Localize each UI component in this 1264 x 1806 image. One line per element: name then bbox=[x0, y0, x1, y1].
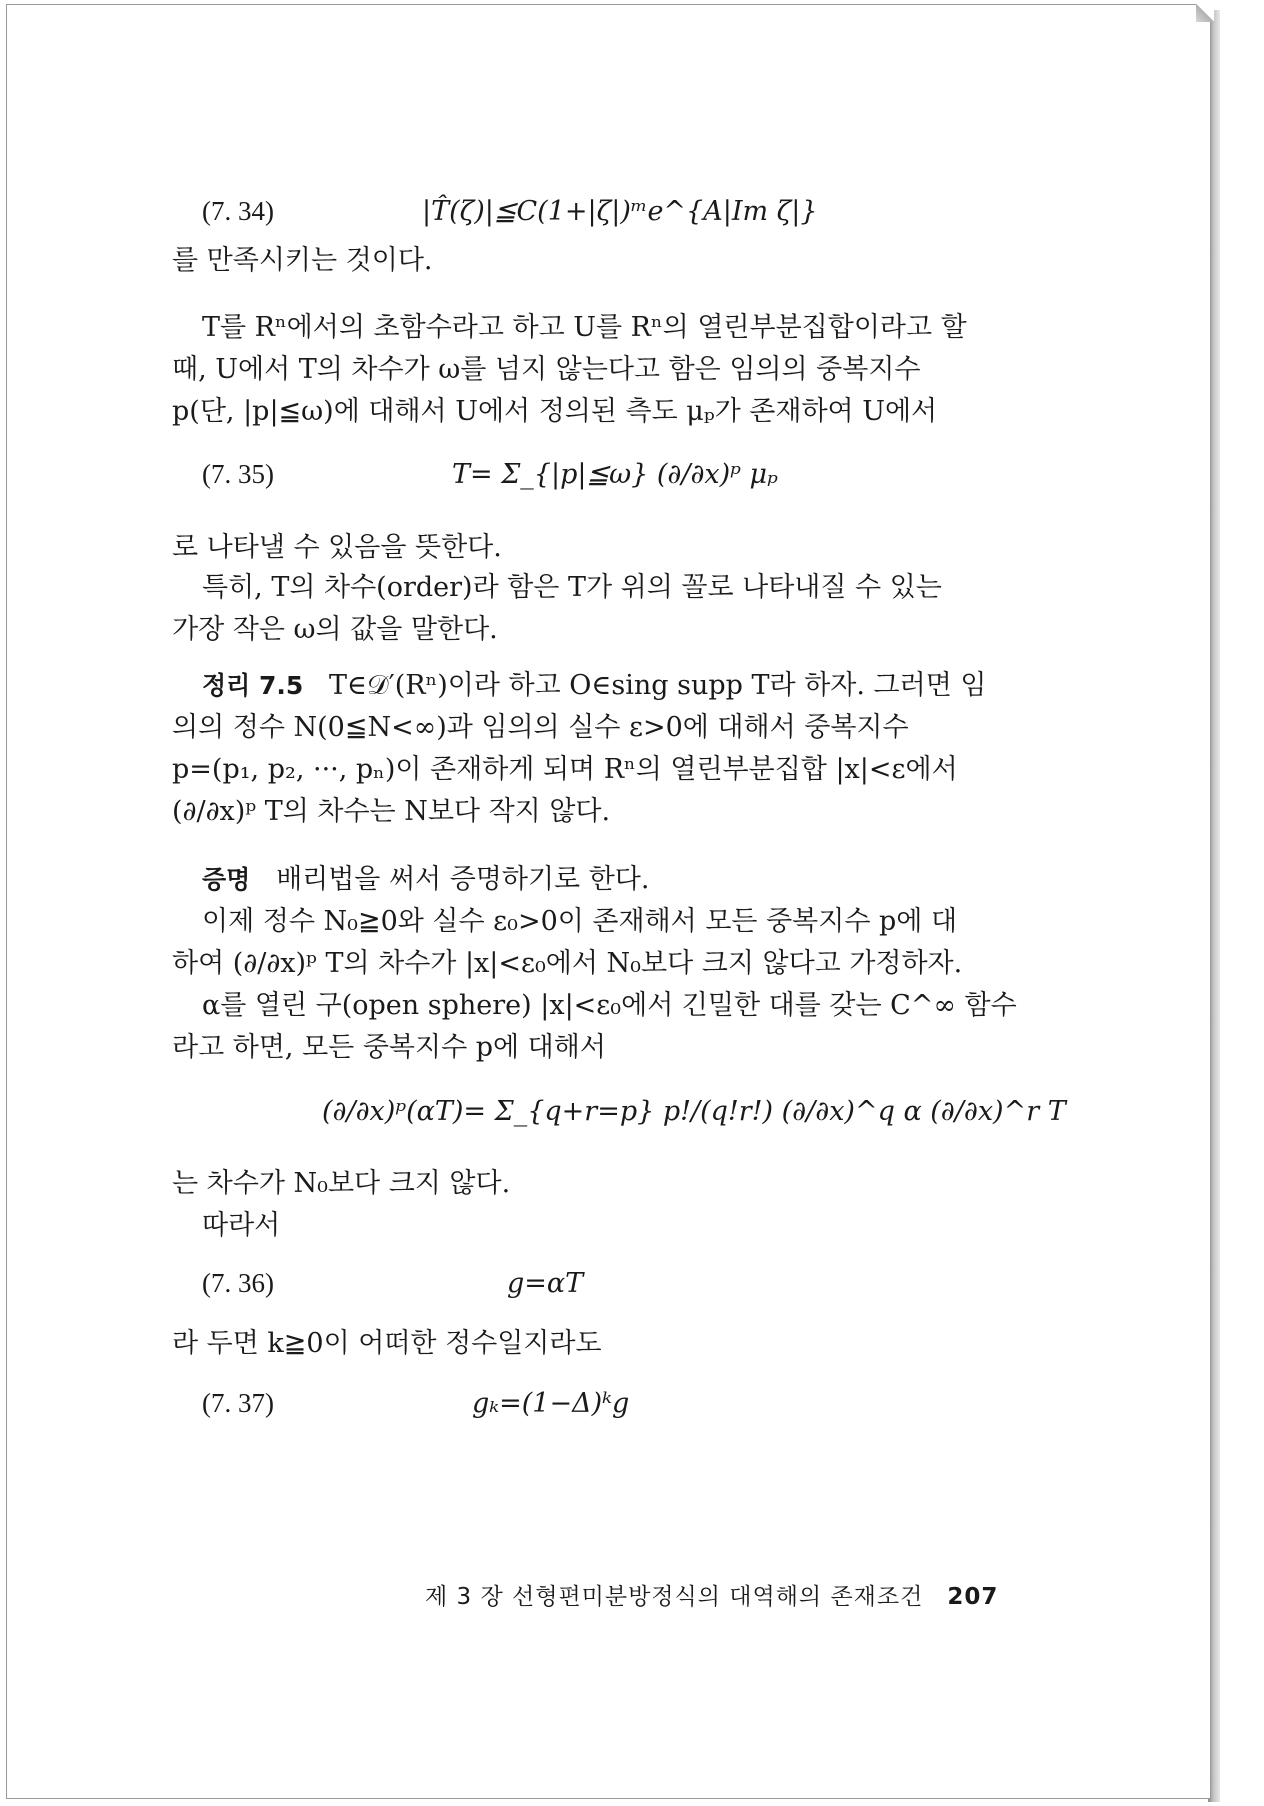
text-line: 이제 정수 N₀≧0와 실수 ε₀>0이 존재해서 모든 중복지수 p에 대 bbox=[202, 906, 958, 937]
text-line: α를 열린 구(open sphere) |x|<ε₀에서 긴밀한 대를 갖는 C^∞ 함수 bbox=[202, 990, 1017, 1021]
text-line: p=(p₁, p₂, ···, pₙ)이 존재하게 되며 Rⁿ의 열린부분집합 |x|<ε에서 bbox=[172, 754, 958, 785]
text-line: T를 Rⁿ에서의 초함수라고 하고 U를 Rⁿ의 열린부분집합이라고 할 bbox=[202, 312, 967, 343]
equation-body: gₖ=(1−Δ)ᵏg bbox=[472, 1388, 630, 1419]
text-line: 는 차수가 N₀보다 크지 않다. bbox=[172, 1168, 511, 1199]
equation-body: |T̂(ζ)|≦C(1+|ζ|)ᵐe^{A|Im ζ|} bbox=[422, 196, 818, 227]
text-line: 가장 작은 ω의 값을 말한다. bbox=[172, 614, 498, 645]
theorem-7-5 bbox=[172, 664, 986, 707]
text-line: 따라서 bbox=[202, 1210, 281, 1241]
page-corner bbox=[1196, 4, 1214, 22]
theorem-label: 정리 7.5 bbox=[202, 671, 304, 700]
equation-number: (7. 35) bbox=[202, 459, 274, 489]
text-line: T∈𝒟′(Rⁿ)이라 하고 O∈sing supp T라 하자. 그러면 임 bbox=[329, 670, 987, 701]
text-line: 배리법을 써서 증명하기로 한다. bbox=[276, 864, 650, 895]
text-line: 로 나타낼 수 있음을 뜻한다. bbox=[172, 532, 502, 563]
equation-body: g=αT bbox=[507, 1268, 584, 1299]
proof-label: 증명 bbox=[202, 865, 251, 894]
equation-number: (7. 34) bbox=[202, 196, 274, 226]
text-line: 하여 (∂/∂x)ᵖ T의 차수가 |x|<ε₀에서 N₀보다 크지 않다고 가정하자. bbox=[172, 948, 963, 979]
equation-body: T= Σ_{|p|≦ω} (∂/∂x)ᵖ μₚ bbox=[452, 459, 778, 490]
text-line: (∂/∂x)ᵖ T의 차수는 N보다 작지 않다. bbox=[172, 796, 611, 827]
chapter-title: 제 3 장 선형편미분방정식의 대역해의 존재조건 bbox=[425, 1584, 924, 1610]
page-footer bbox=[425, 1578, 998, 1611]
equation-body: (∂/∂x)ᵖ(αT)= Σ_{q+r=p} p!/(q!r!) (∂/∂x)^q α (∂/∂x)^r T bbox=[322, 1096, 1066, 1127]
text-line: 라고 하면, 모든 중복지수 p에 대해서 bbox=[172, 1032, 606, 1063]
proof bbox=[172, 858, 649, 901]
text-line: 특히, T의 차수(order)라 함은 T가 위의 꼴로 나타내질 수 있는 bbox=[202, 572, 942, 603]
text-line: 때, U에서 T의 차수가 ω를 넘지 않는다고 함은 임의의 중복지수 bbox=[172, 354, 921, 385]
text-line: p(단, |p|≦ω)에 대해서 U에서 정의된 측도 μₚ가 존재하여 U에서 bbox=[172, 396, 938, 427]
page-number: 207 bbox=[947, 1584, 999, 1610]
text-line: 라 두면 k≧0이 어떠한 정수일지라도 bbox=[172, 1328, 602, 1359]
equation-number: (7. 36) bbox=[202, 1268, 274, 1298]
equation-number: (7. 37) bbox=[202, 1388, 274, 1418]
text-line: 를 만족시키는 것이다. bbox=[172, 245, 433, 276]
text-line: 의의 정수 N(0≦N<∞)과 임의의 실수 ε>0에 대해서 중복지수 bbox=[172, 712, 909, 743]
